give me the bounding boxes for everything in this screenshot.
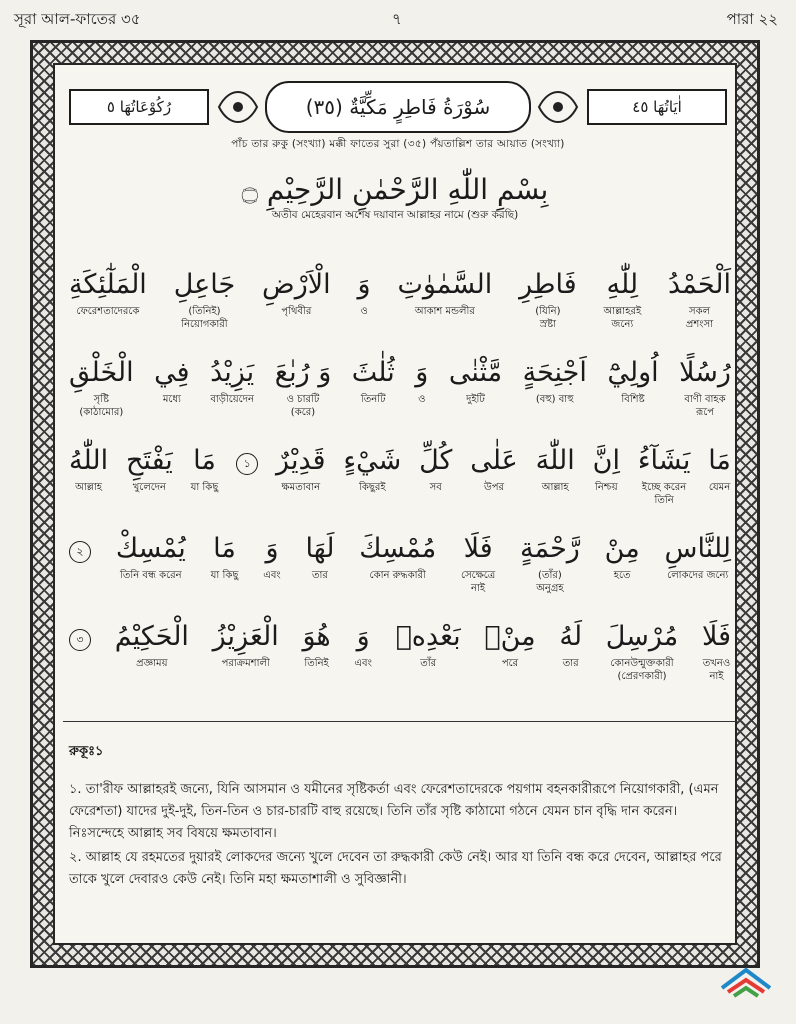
- word-gloss: তখনও নাই: [702, 658, 731, 682]
- word: [174, 265, 235, 349]
- verse-line-1: [55, 265, 745, 349]
- word-gloss: কোনউন্মুক্তকারী (প্রেরণকারী): [610, 658, 674, 682]
- word: [210, 353, 254, 437]
- word-gloss: পরে: [501, 658, 519, 669]
- word-arabic: يَشَآءُ: [637, 445, 691, 476]
- word-arabic: فَلَا: [701, 621, 731, 652]
- word-arabic: لَهُ: [559, 621, 583, 652]
- word: [419, 441, 452, 525]
- word-arabic: شَيْءٍ: [343, 445, 402, 476]
- word-gloss: পৃথিবীর: [281, 306, 312, 317]
- word-arabic: بَعْدِهٖ: [395, 621, 461, 652]
- word: [69, 441, 108, 525]
- word: [262, 265, 331, 349]
- surah-title: سُوْرَةُ فَاطِرٍ مَكِّيَّةٌ (٣٥): [305, 95, 491, 119]
- word: [638, 441, 691, 525]
- word-gloss: দুইটি: [466, 394, 485, 405]
- word: [520, 529, 580, 613]
- word-arabic: قَدِيْرٌ: [276, 445, 326, 476]
- word: [607, 353, 658, 437]
- word: [415, 353, 428, 437]
- word-arabic: عَلٰى: [470, 445, 518, 476]
- word-arabic: فَلَا: [463, 533, 493, 564]
- word-arabic: مَا: [213, 533, 236, 564]
- word-gloss: সেক্ষেত্রে নাই: [461, 570, 496, 594]
- word-gloss: আকাশ মন্ডলীর: [414, 306, 475, 317]
- word-gloss: ও: [418, 394, 426, 405]
- word-arabic: مُمْسِكَ: [359, 533, 437, 564]
- word-arabic: وَ: [265, 533, 279, 564]
- page-content: [53, 63, 737, 945]
- word-gloss: বিশিষ্ট: [621, 394, 645, 405]
- word-gloss: ও চারটি (করে): [286, 394, 320, 418]
- word: [523, 353, 587, 437]
- word-arabic: جَاعِلِ: [173, 269, 236, 300]
- word-gloss: খুলেদেন: [132, 482, 167, 493]
- word: [354, 617, 371, 701]
- ornamental-border: [30, 40, 760, 968]
- word-gloss: তিনিই: [304, 658, 329, 669]
- word-gloss: কিছুরই: [358, 482, 386, 493]
- word-arabic: ثُلٰثَ: [351, 357, 395, 388]
- word-gloss: উপর: [483, 482, 505, 493]
- word: [154, 353, 189, 437]
- word-gloss: কোন রুদ্ধকারী: [369, 570, 426, 581]
- word-gloss: যা কিছু: [210, 570, 239, 581]
- word: [69, 353, 134, 437]
- word-gloss: বাণী বাহক রূপে: [684, 394, 726, 418]
- word-gloss: নিশ্চয়: [594, 482, 618, 493]
- word-arabic: هُوَ: [302, 621, 331, 652]
- word-gloss: (বহু) বাহু: [535, 394, 574, 405]
- bismillah: [205, 173, 585, 253]
- word-gloss: যেমন: [708, 482, 731, 493]
- commentary-note-2: ২. আল্লাহ যে রহমতের দুয়ারই লোকদের জন্যে খুলে দেবেন তা রুদ্ধকারী কেউ নেই। আর যা তিনি বন্ধ করে দেবেন, আল্লাহর পরে তাকে খুলে দেবারও কেউ নেই। তিনি মহা ক্ষমতাশালী ও সুবিজ্ঞানী।: [69, 850, 722, 887]
- word: [679, 353, 731, 437]
- word: [604, 265, 642, 349]
- word: [606, 617, 678, 701]
- commentary: [69, 741, 729, 893]
- surah-banner: [65, 81, 731, 133]
- word: [396, 617, 461, 701]
- bismillah-gloss: অতীব মেহেরবান অশেষ দয়াবান আল্লাহর নামে (শুরু করছি): [271, 209, 519, 221]
- word-gloss: আল্লাহ: [75, 482, 103, 493]
- word-gloss: মধ্যে: [162, 394, 181, 405]
- word-gloss: সকল প্রশংসা: [685, 306, 714, 330]
- header-page-number: ৭: [392, 10, 402, 28]
- word-arabic: مِنْۢ: [484, 621, 536, 652]
- word: [275, 353, 332, 437]
- section-divider: [63, 721, 737, 722]
- word-gloss: এবং: [263, 570, 281, 581]
- word-gloss: (তাঁর) অনুগ্রহ: [536, 570, 564, 594]
- word-gloss: প্রজ্ঞাময়: [136, 658, 168, 669]
- word: [263, 529, 280, 613]
- word-arabic: مُرْسِلَ: [605, 621, 679, 652]
- ruku-label: রুকূঃ১: [69, 744, 104, 759]
- word-arabic: مَا: [708, 445, 731, 476]
- word-gloss: লোকদের জন্যে: [667, 570, 729, 581]
- word-arabic: لِلنَّاسِ: [664, 533, 731, 564]
- ruku-count-box: رُكُوْعَاتُهَا ٥: [69, 89, 209, 125]
- verse-line-3: [55, 441, 745, 525]
- word-arabic: لَهَا: [305, 533, 335, 564]
- word-arabic: اَلْحَمْدُ: [668, 269, 731, 300]
- word-gloss: সৃষ্টি (কাঠামোর): [79, 394, 124, 418]
- publisher-logo-icon: [716, 962, 776, 1002]
- word-gloss: বাড়ীয়েদেন: [210, 394, 254, 405]
- word: [668, 265, 731, 349]
- word-gloss: তার: [312, 570, 328, 581]
- word-gloss: হতে: [613, 570, 631, 581]
- word: [449, 353, 502, 437]
- word: [191, 441, 219, 525]
- word-arabic: فِي: [154, 357, 190, 388]
- word-arabic: الْحَكِيْمُ: [114, 621, 189, 652]
- word: [470, 441, 518, 525]
- word-arabic: وَ رُبٰعَ: [274, 357, 332, 388]
- word-gloss: এবং: [354, 658, 372, 669]
- word: [519, 265, 577, 349]
- word-arabic: اللّٰهُ: [69, 445, 109, 476]
- word: [302, 617, 330, 701]
- word-arabic: الْخَلْقِ: [69, 357, 134, 388]
- word-arabic: الْمَلٰٓئِكَةِ: [69, 269, 147, 300]
- surah-meta: পাঁচ তার রুকু (সংখ্যা) মক্কী ফাতের সুরা (৩৫) পঁয়তাল্লিশ তার আয়াত (সংখ্যা): [231, 138, 565, 150]
- word-gloss: ক্ষমতাবান: [281, 482, 321, 493]
- word: [115, 617, 189, 701]
- word-arabic: الْاَرْضِ: [262, 269, 331, 300]
- word: [702, 617, 731, 701]
- word: [593, 441, 620, 525]
- word-arabic: كُلِّ: [419, 445, 453, 476]
- word-arabic: اِنَّ: [592, 445, 620, 476]
- ayat-count-box: اٰيَاتُهَا ٤٥: [587, 89, 727, 125]
- word-arabic: رَّحْمَةٍ: [520, 533, 580, 564]
- word-arabic: رُسُلًا: [679, 357, 731, 388]
- word: [126, 441, 173, 525]
- surah-title-cartouche: [265, 81, 531, 133]
- word-gloss: ও: [360, 306, 368, 317]
- verse-line-5: [55, 617, 745, 701]
- word-gloss: তাঁর: [420, 658, 437, 669]
- word-arabic: اَجْنِحَةٍ: [522, 357, 587, 388]
- word-arabic: يُمْسِكْ: [115, 533, 186, 564]
- word-arabic: الْعَزِيْزُ: [212, 621, 279, 652]
- word-arabic: السَّمٰوٰتِ: [397, 269, 493, 300]
- word-gloss: ইচ্ছে করেন তিনি: [641, 482, 687, 506]
- word: [306, 529, 335, 613]
- word-arabic: يَزِيْدُ: [210, 357, 255, 388]
- word-arabic: وَ: [415, 357, 429, 388]
- verse-line-2: [55, 353, 745, 437]
- word: [708, 441, 731, 525]
- word-arabic: يَفْتَحِ: [126, 445, 173, 476]
- word: [116, 529, 186, 613]
- word-arabic: اللّٰهَ: [535, 445, 575, 476]
- header-surah-name: সূরা আল-ফাতের ৩৫: [14, 10, 141, 28]
- word: [352, 353, 395, 437]
- word-gloss: তার: [562, 658, 579, 669]
- word-gloss: তিনটি: [360, 394, 386, 405]
- word-gloss: (তিনিই) নিয়োগকারী: [181, 306, 228, 330]
- word-arabic: مِنْ: [604, 533, 640, 564]
- ornament-left-icon: [215, 81, 261, 133]
- word-gloss: সব: [429, 482, 442, 493]
- word-arabic: مَّثْنٰى: [448, 357, 503, 388]
- word: [276, 441, 326, 525]
- word-arabic: اُولِيْٓ: [607, 357, 659, 388]
- word-arabic: لِلّٰهِ: [606, 269, 639, 300]
- word-gloss: তিনি বন্ধ করেন: [120, 570, 182, 581]
- ayah-number-marker: ৩: [69, 629, 91, 651]
- word: [359, 529, 436, 613]
- word: [69, 265, 147, 349]
- word-gloss: আল্লাহ: [541, 482, 569, 493]
- word-arabic: وَ: [356, 621, 370, 652]
- word: [605, 529, 640, 613]
- word: [536, 441, 575, 525]
- ayah-number-marker: ১: [236, 453, 258, 475]
- word: [559, 617, 582, 701]
- word-gloss: (যিনি) স্রষ্টা: [535, 306, 561, 330]
- word-gloss: আল্লাহরই জন্যে: [603, 306, 642, 330]
- word: [343, 441, 401, 525]
- word: [484, 617, 535, 701]
- ornament-right-icon: [535, 81, 581, 133]
- word-arabic: وَ: [357, 269, 371, 300]
- ayah-number-marker: ২: [69, 541, 91, 563]
- word: [358, 265, 371, 349]
- header-para: পারা ২২: [726, 10, 778, 28]
- word-gloss: যা কিছু: [190, 482, 219, 493]
- commentary-note-1: ১. তা'রীফ আল্লাহরই জন্যে, যিনি আসমান ও যমীনের সৃষ্টিকর্তা এবং ফেরেশতাদেরকে পয়গাম বহনকারীরূপে নিয়োগকারী, (এমন ফেরেশতা) যাদের দুই-দুই, তিন-তিন ও চার-চারটি বাহু রয়েছে। তিনি তাঁর সৃষ্টি কাঠামো গঠনে যেমন চান বৃদ্ধি দান করেন। নিঃসন্দেহে আল্লাহ সব বিষয়ে ক্ষমতাবান।: [69, 782, 719, 841]
- bismillah-arabic: بِسْمِ اللّٰهِ الرَّحْمٰنِ الرَّحِيْمِ ۝: [241, 173, 549, 206]
- page-header: [0, 0, 796, 38]
- word: [665, 529, 732, 613]
- word: [211, 529, 239, 613]
- word: [461, 529, 495, 613]
- verse-line-4: [55, 529, 745, 613]
- word: [397, 265, 492, 349]
- word-gloss: ফেরেশতাদেরকে: [76, 306, 140, 317]
- word-arabic: مَا: [193, 445, 216, 476]
- word-gloss: পরাক্রমশালী: [221, 658, 270, 669]
- word: [213, 617, 279, 701]
- word-arabic: فَاطِرِ: [519, 269, 577, 300]
